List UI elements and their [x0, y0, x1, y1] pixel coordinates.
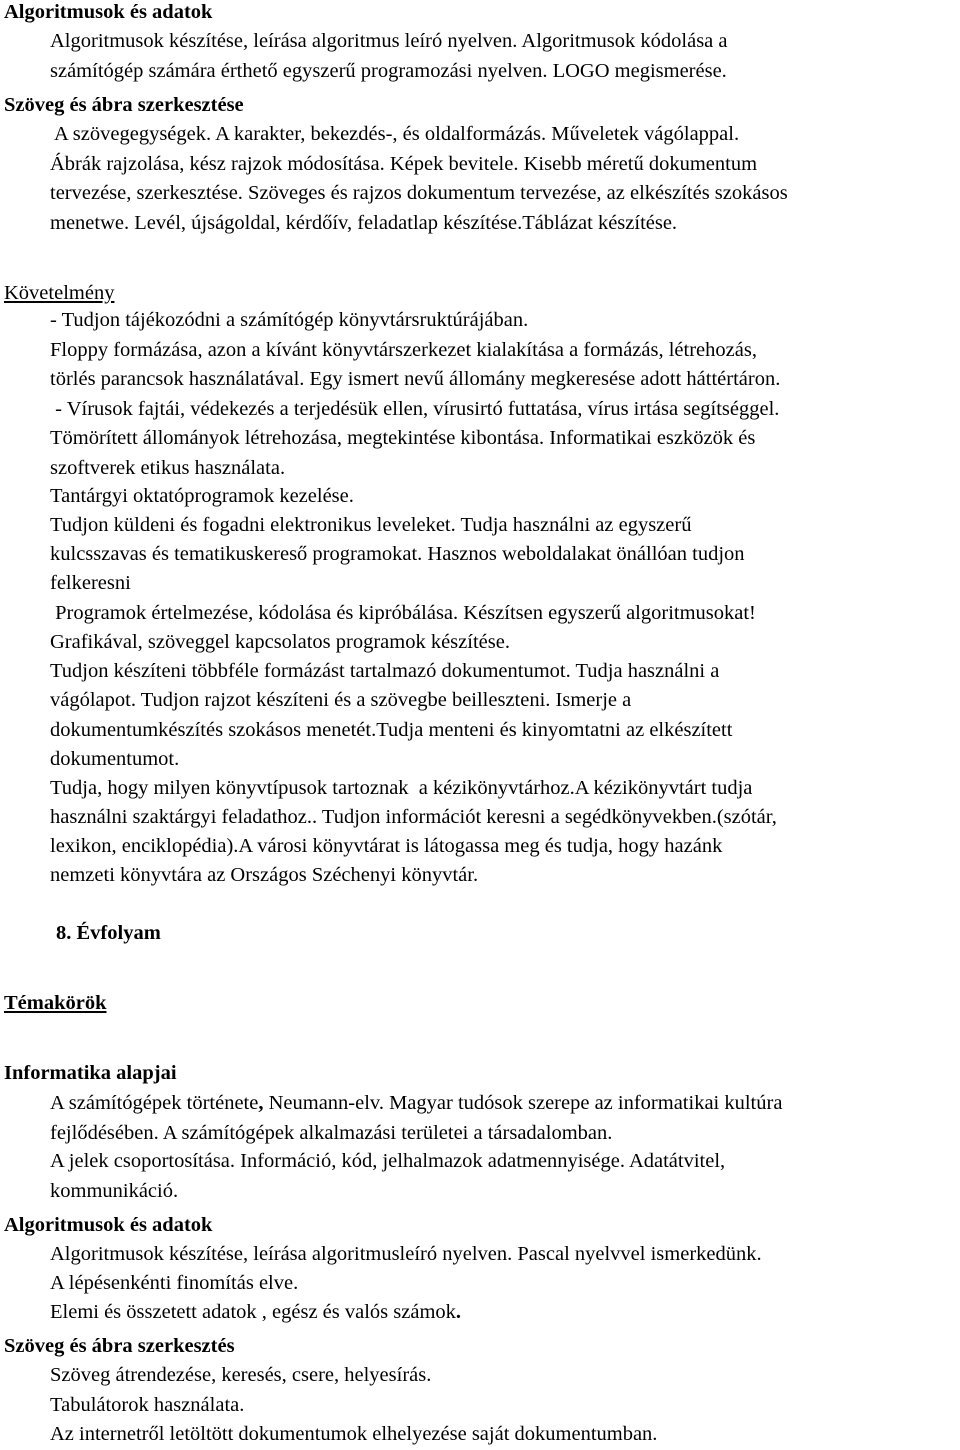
topics-heading: Témakörök	[4, 992, 107, 1014]
text-run-bold: .	[455, 1301, 462, 1323]
paragraph-line: tervezése, szerkesztése. Szöveges és rajzos dokumentum tervezése, az elkészítés szokásos	[50, 182, 788, 204]
requirement-line: Tudjon készíteni többféle formázást tartalmazó dokumentumot. Tudja használni a	[50, 660, 720, 682]
requirement-line: dokumentumot.	[50, 748, 180, 770]
requirement-line: dokumentumkészítés szokásos menetét.Tudja menteni és kinyomtatni az elkészített	[50, 719, 733, 741]
paragraph-line	[50, 1300, 461, 1324]
requirement-line: lexikon, enciklopédia).A városi könyvtárat is látogassa meg és tudja, hogy hazánk	[50, 835, 723, 857]
paragraph-line: Szöveg átrendezése, keresés, csere, helyesírás.	[50, 1364, 432, 1386]
section-heading-algoritmusok: Algoritmusok és adatok	[4, 1, 213, 23]
requirement-line: Floppy formázása, azon a kívánt könyvtárszerkezet kialakítása a formázás, létrehozás,	[50, 339, 757, 361]
paragraph-line	[50, 1091, 782, 1115]
requirement-line: felkeresni	[50, 572, 131, 594]
paragraph-line: Tabulátorok használata.	[50, 1394, 245, 1416]
paragraph-line: A szövegegységek. A karakter, bekezdés-, és oldalformázás. Műveletek vágólappal.	[50, 123, 740, 145]
requirement-line: Tantárgyi oktatóprogramok kezelése.	[50, 485, 354, 507]
requirement-line: kulcsszavas és tematikuskereső programokat. Hasznos weboldalakat önállóan tudjon	[50, 543, 745, 565]
paragraph-line: fejlődésében. A számítógépek alkalmazási területei a társadalomban.	[50, 1122, 613, 1144]
paragraph-line: számítógép számára érthető egyszerű programozási nyelven. LOGO megismerése.	[50, 60, 727, 82]
requirement-line: vágólapot. Tudjon rajzot készíteni és a szövegbe beilleszteni. Ismerje a	[50, 689, 632, 711]
section-heading-szoveg-8: Szöveg és ábra szerkesztés	[4, 1335, 235, 1357]
paragraph-line: menetwe. Levél, újságoldal, kérdőív, feladatlap készítése.Táblázat készítése.	[50, 212, 678, 234]
paragraph-line: A lépésenkénti finomítás elve.	[50, 1272, 299, 1294]
requirement-line: - Tudjon tájékozódni a számítógép könyvtársruktúrájában.	[50, 309, 529, 331]
requirement-line: Tömörített állományok létrehozása, megtekintése kibontása. Informatikai eszközök és	[50, 427, 756, 449]
section-heading-informatika: Informatika alapjai	[4, 1062, 177, 1084]
requirement-line: szoftverek etikus használata.	[50, 457, 286, 479]
requirement-line: használni szaktárgyi feladathoz.. Tudjon információt keresni a segédkönyvekben.(szótár,	[50, 806, 777, 828]
text-run-bold: ,	[258, 1092, 264, 1114]
requirement-line: - Vírusok fajtái, védekezés a terjedésük ellen, vírusirtó futtatása, vírus irtása segítséggel.	[50, 398, 780, 420]
text-run: A számítógépek története	[50, 1092, 259, 1114]
requirements-heading: Követelmény	[4, 282, 115, 304]
requirement-line: Tudjon küldeni és fogadni elektronikus leveleket. Tudja használni az egyszerű	[50, 514, 692, 536]
grade-heading: 8. Évfolyam	[56, 922, 161, 944]
paragraph-line: Az internetről letöltött dokumentumok elhelyezése saját dokumentumban.	[50, 1423, 658, 1445]
text-run: Neumann-elv. Magyar tudósok szerepe az informatikai kultúra	[263, 1092, 783, 1114]
section-heading-szoveg: Szöveg és ábra szerkesztése	[4, 94, 244, 116]
requirement-line: Programok értelmezése, kódolása és kipróbálása. Készítsen egyszerű algoritmusokat!	[50, 602, 756, 624]
paragraph-line: Algoritmusok készítése, leírása algoritmus leíró nyelven. Algoritmusok kódolása a	[50, 30, 728, 52]
requirement-line: nemzeti könyvtára az Országos Széchenyi könyvtár.	[50, 864, 479, 886]
requirement-line: Grafikával, szöveggel kapcsolatos programok készítése.	[50, 631, 510, 653]
paragraph-line: Ábrák rajzolása, kész rajzok módosítása. Képek bevitele. Kisebb méretű dokumentum	[50, 153, 758, 175]
paragraph-line: kommunikáció.	[50, 1180, 179, 1202]
text-run: Elemi és összetett adatok , egész és valós számok	[50, 1301, 456, 1323]
requirement-line: törlés parancsok használatával. Egy ismert nevű állomány megkeresése adott háttértáron.	[50, 368, 781, 390]
paragraph-line: Algoritmusok készítése, leírása algoritmusleíró nyelven. Pascal nyelvvel ismerkedünk.	[50, 1243, 762, 1265]
requirement-line: Tudja, hogy milyen könyvtípusok tartoznak a kézikönyvtárhoz.A kézikönyvtárt tudja	[50, 777, 753, 799]
paragraph-line: A jelek csoportosítása. Információ, kód, jelhalmazok adatmennyisége. Adatátvitel,	[50, 1150, 726, 1172]
section-heading-algoritmusok-8: Algoritmusok és adatok	[4, 1214, 213, 1236]
